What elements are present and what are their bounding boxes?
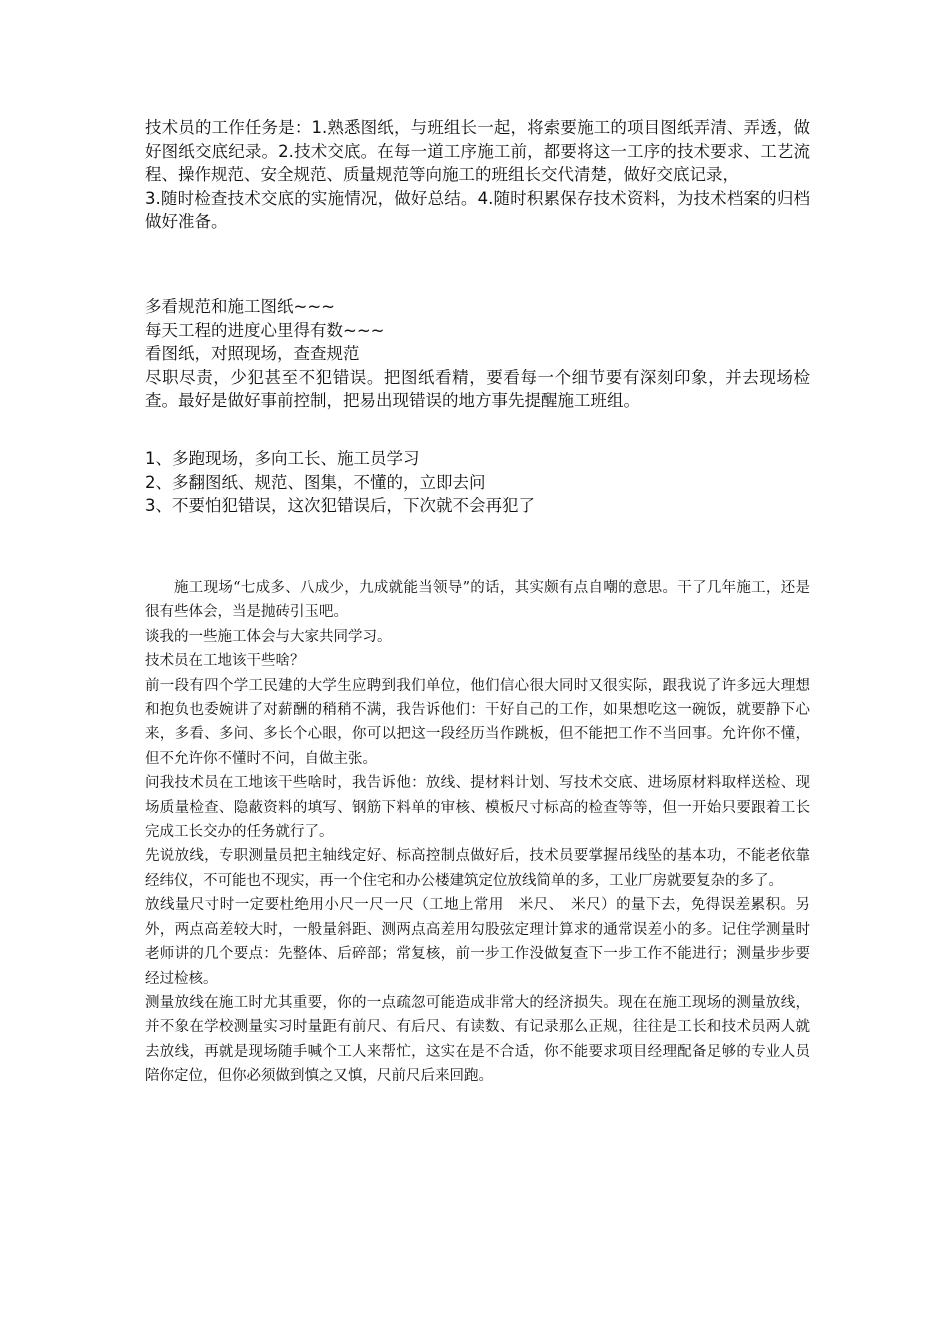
- technician-tasks-section: [145, 116, 810, 234]
- advice-line-3: 看图纸，对照现场，查查规范: [145, 344, 360, 363]
- list-item-3: 3、不要怕犯错误，这次犯错误后，下次就不会再犯了: [145, 496, 535, 515]
- list-item-2: 2、多翻图纸、规范、图集，不懂的，立即去问: [145, 472, 486, 492]
- tasks-paragraph-2: 3.随时检查技术交底的实施情况，做好总结。4.随时积累保存技术资料，为技术档案的归档做好准备。: [145, 188, 810, 231]
- tasks-paragraph-1: 技术员的工作任务是：1.熟悉图纸，与班组长一起，将索要施工的项目图纸弄清、弄透，做好图纸交底纪录。2.技术交底。在每一道工序施工前，都要将这一工序的技术要求、工艺流程、操作规范、安全规范、质量规范等向施工的班组长交代清楚，做好交底记录，: [145, 118, 810, 184]
- experience-paragraph-2: 谈我的一些施工体会与大家共同学习。: [145, 628, 392, 645]
- list-item-1: 1、多跑现场，多向工长、施工员学习: [145, 449, 420, 468]
- advice-line-4: 尽职尽责，少犯甚至不犯错误。把图纸看精，要看每一个细节要有深刻印象，并去现场检查。最好是做好事前控制，把易出现错误的地方事先提醒施工班组。: [145, 367, 810, 410]
- experience-paragraph-1: 施工现场“七成多、八成少，九成就能当领导”的话，其实颇有点自嘲的意思。干了几年施工，还是很有些体会，当是抛砖引玉吧。: [145, 580, 810, 621]
- experience-paragraph-4: 前一段有四个学工民建的大学生应聘到我们单位，他们信心很大同时又很实际，跟我说了许多远大理想和抱负也委婉讲了对薪酬的稍稍不满，我告诉他们：干好自己的工作，如果想吃这一碗饭，就要静下心来，多看、多问、多长个心眼，你可以把这一段经历当作跳板，但不能把工作不当回事。允许你不懂，但不允许你不懂时不问，自做主张。: [145, 677, 810, 767]
- advice-line-1: 多看规范和施工图纸~~~: [145, 297, 335, 316]
- numbered-list-section: [145, 447, 810, 518]
- advice-line-2: 每天工程的进度心里得有数~~~: [145, 320, 385, 340]
- construction-experience-section: [145, 576, 810, 1089]
- experience-paragraph-6: 先说放线，专职测量员把主轴线定好、标高控制点做好后，技术员要掌握吊线坠的基本功，不能老依靠经纬仪，不可能也不现实，再一个住宅和办公楼建筑定位放线简单的多，工业厂房就要复杂的多了。: [145, 848, 810, 889]
- experience-paragraph-7: 放线量尺寸时一定要杜绝用小尺一尺一尺（工地上常用 米尺、 米尺）的量下去，免得误差累积。另外，两点高差较大时，一般量斜距、测两点高差用勾股弦定理计算求的通常误差小的多。记住学测量时老师讲的几个要点：先整体、后碎部；常复核，前一步工作没做复查下一步工作不能进行；测量步步要经过检核。: [145, 897, 810, 987]
- experience-paragraph-8: 测量放线在施工时尤其重要，你的一点疏忽可能造成非常大的经济损失。现在在施工现场的测量放线，并不象在学校测量实习时量距有前尺、有后尺、有读数、有记录那么正规，往往是工长和技术员两人就去放线，再就是现场随手喊个工人来帮忙，这实在是不合适，你不能要求项目经理配备足够的专业人员陪你定位，但你必须做到慎之又慎，尺前尺后来回跑。: [145, 994, 810, 1085]
- experience-heading: 技术员在工地该干些啥？: [145, 653, 305, 670]
- advice-section: [145, 295, 810, 413]
- experience-paragraph-5: 问我技术员在工地该干些啥时，我告诉他：放线、提材料计划、写技术交底、进场原材料取样送检、现场质量检查、隐蔽资料的填写、钢筋下料单的审核、模板尺寸标高的检查等等，但一开始只要跟着工长完成工长交办的任务就行了。: [145, 775, 810, 841]
